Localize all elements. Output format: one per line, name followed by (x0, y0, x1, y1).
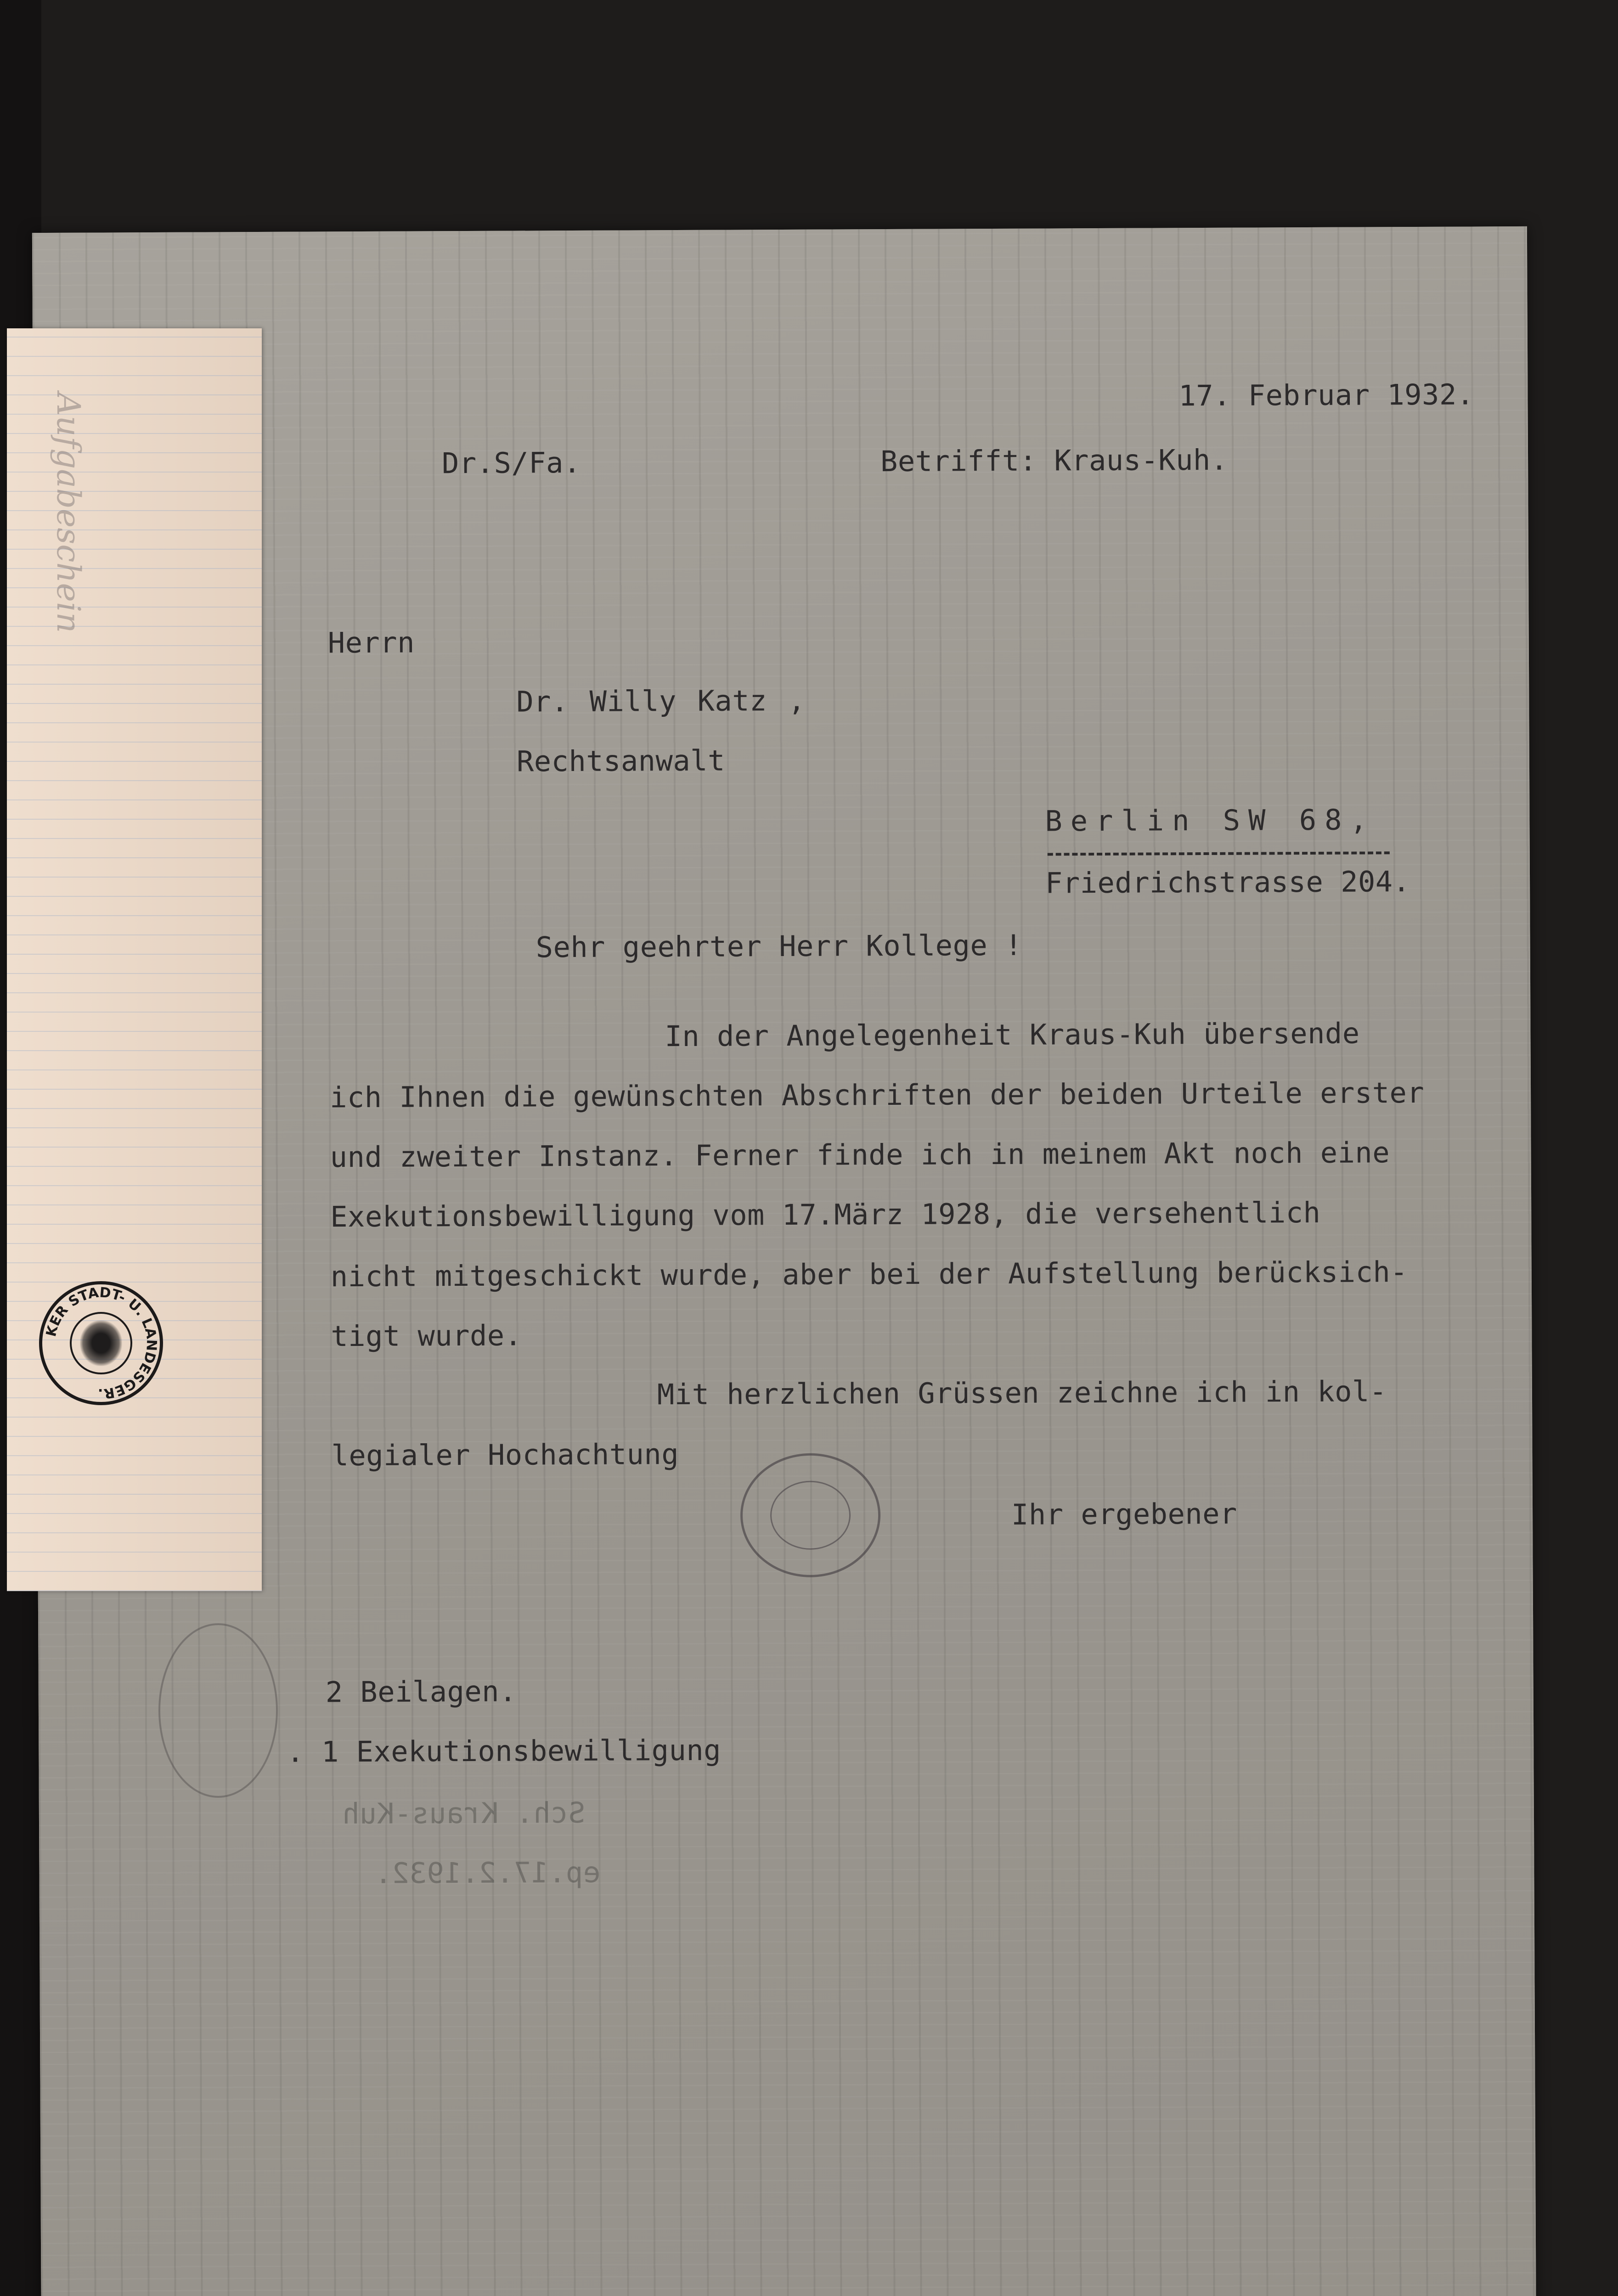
body-line: nicht mitgeschickt wurde, aber bei der Aufstellung berücksich- (330, 1255, 1408, 1294)
faint-ink-stamp (740, 1453, 881, 1577)
faint-ink-stamp-inner-ring (770, 1480, 851, 1550)
court-seal-text: KER STADT- U. LANDESGER. (43, 1284, 160, 1402)
city-underline (1048, 851, 1390, 855)
faint-postmark-stamp (158, 1623, 278, 1798)
subject-line: Betrifft: Kraus-Kuh. (880, 443, 1228, 478)
court-seal-stamp (39, 1281, 163, 1405)
closing-line: legialer Hochachtung (331, 1437, 679, 1473)
enclosure-count: 2 Beilagen. (325, 1674, 517, 1709)
reference-code: Dr.S/Fa. (441, 445, 581, 480)
bleed-through-text: Sch. Kraus-Kuh (342, 1795, 586, 1831)
recipient-city: Berlin SW 68, (1045, 803, 1376, 838)
body-line: Exekutionsbewilligung vom 17.März 1928, die versehentlich (330, 1195, 1321, 1234)
receipt-slip (7, 328, 262, 1591)
letter-date: 17. Februar 1932. (1178, 377, 1474, 413)
eagle-emblem-icon (80, 1320, 122, 1366)
body-line: In der Angelegenheit Kraus-Kuh übersende (665, 1016, 1360, 1053)
signoff: Ihr ergebener (1011, 1497, 1238, 1531)
bleed-through-text: ep.17.2.1932. (374, 1855, 601, 1890)
body-line: und zweiter Instanz. Ferner finde ich in meinem Akt noch eine (330, 1136, 1390, 1174)
recipient-salutation: Herrn (327, 625, 415, 660)
greeting: Sehr geehrter Herr Kollege ! (536, 928, 1023, 964)
recipient-profession: Rechtsanwalt (516, 743, 726, 778)
closing-line: Mit herzlichen Grüssen zeichne ich in kol- (657, 1374, 1387, 1412)
recipient-street: Friedrichstrasse 204. (1045, 865, 1410, 900)
body-line: ich Ihnen die gewünschten Abschriften der beiden Urteile erster (329, 1075, 1425, 1114)
recipient-name: Dr. Willy Katz , (516, 683, 806, 719)
enclosure-item: . 1 Exekutionsbewilligung (287, 1733, 722, 1769)
slip-faded-title: Aufgabeschein (50, 393, 87, 633)
body-line: tigt wurde. (331, 1318, 522, 1353)
